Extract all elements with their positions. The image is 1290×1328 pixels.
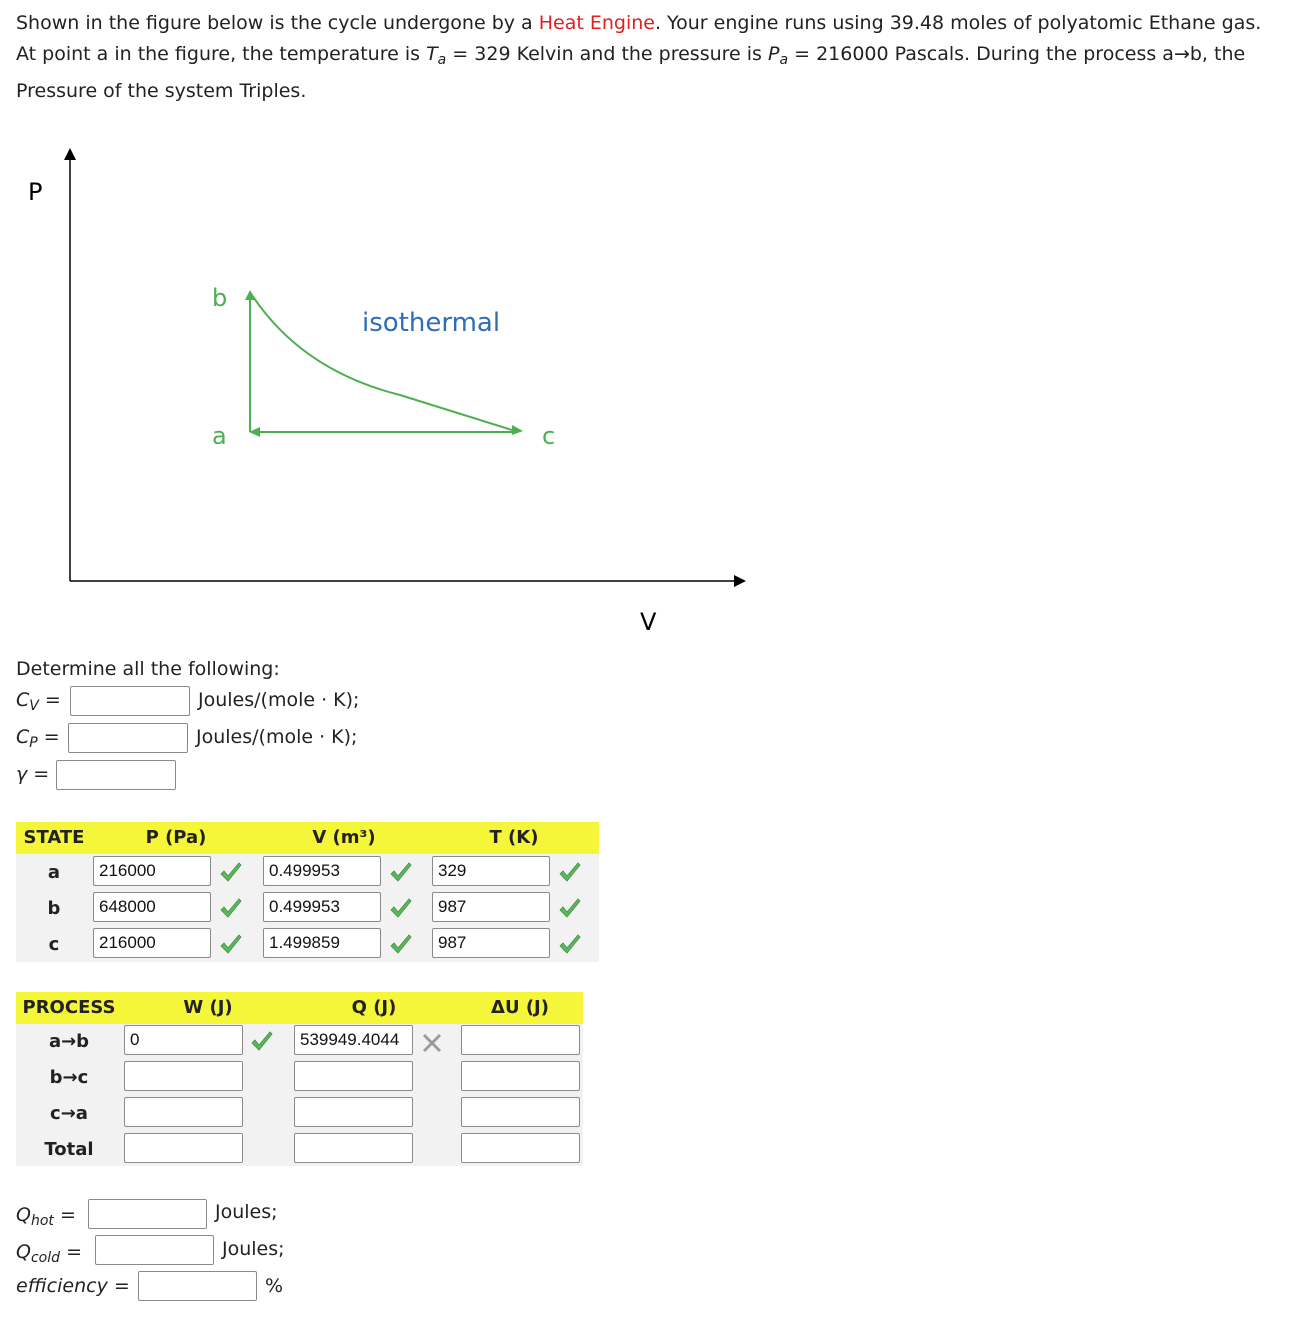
qhot-unit: Joules; <box>215 1201 278 1223</box>
pv-diagram <box>0 140 800 640</box>
state-row-label: c <box>48 934 60 955</box>
cp-unit: Joules/(mole · K); <box>196 726 358 748</box>
correct-check-icon <box>250 1031 274 1053</box>
state-c-volume-input[interactable]: 1.499859 <box>263 928 381 958</box>
state-row-label: a <box>47 862 61 883</box>
total-internal-energy-input[interactable] <box>461 1133 580 1163</box>
process-row-label: Total <box>44 1139 94 1160</box>
qhot-input[interactable] <box>88 1199 207 1229</box>
incorrect-cross-icon <box>421 1032 443 1054</box>
state-b-temperature-input[interactable]: 987 <box>432 892 550 922</box>
state-c-temperature-input[interactable]: 987 <box>432 928 550 958</box>
qhot-label: $Q_{hot}$ = <box>16 1204 76 1229</box>
correct-check-icon <box>558 862 582 884</box>
state-col-header: STATE <box>23 827 85 848</box>
point-a-label: a <box>212 422 227 450</box>
constants-heading: Determine all the following: <box>16 658 280 680</box>
state-row-label: b <box>47 898 61 919</box>
gamma-input[interactable] <box>56 760 176 790</box>
qcold-label: $Q_{cold}$ = <box>16 1241 82 1266</box>
state-b-pressure-input[interactable]: 648000 <box>93 892 211 922</box>
process-row-label: c→a <box>50 1103 88 1124</box>
isothermal-label: isothermal <box>362 308 501 338</box>
efficiency-input[interactable] <box>138 1271 257 1301</box>
cv-input[interactable] <box>70 686 190 716</box>
volume-col-header: V (m³) <box>312 827 376 848</box>
state-b-volume-input[interactable]: 0.499953 <box>263 892 381 922</box>
process-col-header: PROCESS <box>22 997 116 1018</box>
correct-check-icon <box>389 862 413 884</box>
correct-check-icon <box>219 898 243 920</box>
point-b-label: b <box>212 284 228 312</box>
correct-check-icon <box>389 934 413 956</box>
heat-col-header: Q (J) <box>351 997 397 1018</box>
bc-work-input[interactable] <box>124 1061 243 1091</box>
cv-unit: Joules/(mole · K); <box>198 689 360 711</box>
problem-statement: Shown in the figure below is the cycle undergone by a Heat Engine. Your engine runs using 39.48 moles of polyatomic Ethane gas. At point a in the figure, the temperature is $T_a = 329$ Kelvin and the pressure is $P_a = 216000$ Pascals. During the process a→b, the Pressure of the system Triples. <box>16 12 1262 102</box>
cp-label: $C_P$ = <box>16 726 60 751</box>
state-c-pressure-input[interactable]: 216000 <box>93 928 211 958</box>
p-axis-label: P <box>28 178 43 206</box>
efficiency-label: efficiency = <box>16 1275 130 1297</box>
ab-heat-input[interactable]: 539949.4044 <box>294 1025 413 1055</box>
qcold-unit: Joules; <box>222 1238 285 1260</box>
ca-internal-energy-input[interactable] <box>461 1097 580 1127</box>
v-axis-label: V <box>640 608 657 636</box>
correct-check-icon <box>219 862 243 884</box>
point-c-label: c <box>542 422 556 450</box>
pressure-col-header: P (Pa) <box>145 827 207 848</box>
v-axis-arrow <box>734 575 746 587</box>
efficiency-unit: % <box>265 1275 284 1297</box>
process-bc-arrow <box>512 425 523 435</box>
correct-check-icon <box>558 898 582 920</box>
process-row-label: b→c <box>49 1067 89 1088</box>
internal-energy-col-header: ΔU (J) <box>491 997 549 1018</box>
p-axis-arrow <box>64 148 76 160</box>
cp-input[interactable] <box>68 723 188 753</box>
gamma-label: γ = <box>16 763 50 785</box>
ca-work-input[interactable] <box>124 1097 243 1127</box>
cv-label: $C_V$ = <box>16 689 61 714</box>
total-work-input[interactable] <box>124 1133 243 1163</box>
ab-work-input[interactable]: 0 <box>124 1025 243 1055</box>
heat-engine-term: Heat Engine <box>538 12 655 34</box>
ca-heat-input[interactable] <box>294 1097 413 1127</box>
temperature-col-header: T (K) <box>489 827 539 848</box>
bc-internal-energy-input[interactable] <box>461 1061 580 1091</box>
correct-check-icon <box>558 934 582 956</box>
work-col-header: W (J) <box>183 997 233 1018</box>
ab-internal-energy-input[interactable] <box>461 1025 580 1055</box>
qcold-input[interactable] <box>95 1235 214 1265</box>
state-a-temperature-input[interactable]: 329 <box>432 856 550 886</box>
process-row-label: a→b <box>48 1031 90 1052</box>
bc-heat-input[interactable] <box>294 1061 413 1091</box>
correct-check-icon <box>389 898 413 920</box>
total-heat-input[interactable] <box>294 1133 413 1163</box>
state-a-pressure-input[interactable]: 216000 <box>93 856 211 886</box>
state-a-volume-input[interactable]: 0.499953 <box>263 856 381 886</box>
correct-check-icon <box>219 934 243 956</box>
